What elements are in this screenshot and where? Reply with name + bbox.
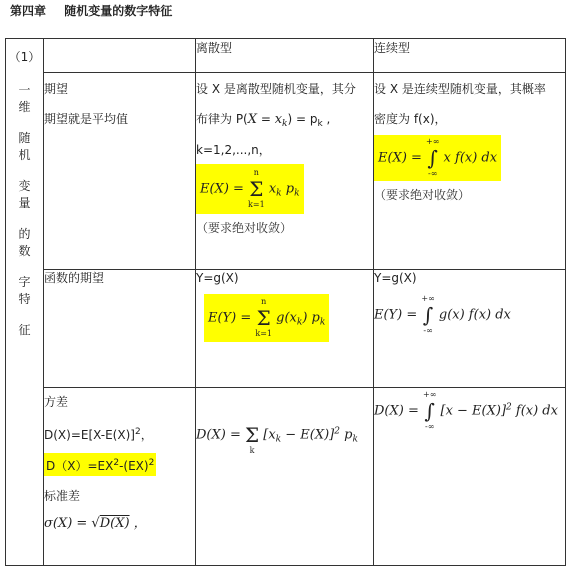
chapter-title: 随机变量的数字特征 bbox=[64, 4, 173, 18]
func-disc-formula: E(Y) = n Σ k=1 $g(x_k)$ $p_k$ bbox=[204, 294, 329, 342]
cont-desc-2: 密度为 f(x)， bbox=[374, 112, 447, 126]
section-char-6: 征 bbox=[18, 323, 41, 337]
section-char-4: 的数 bbox=[18, 227, 41, 258]
header-row bbox=[6, 39, 566, 73]
variance-label-cell bbox=[44, 388, 196, 566]
func-discrete-cell bbox=[196, 270, 374, 388]
variance-cont-formula: D(X) = +∞ ∫ -∞ $[x - E(X)]^2$ f(x) dx bbox=[374, 390, 558, 431]
variance-disc-formula: D(X) = Σ k $[x_k - E(X)]^2$ $p_k$ bbox=[196, 423, 358, 455]
chapter-label: 第四章 bbox=[10, 4, 47, 18]
cont-abs-note: （要求绝对收敛） bbox=[374, 188, 471, 202]
expectation-subtitle: 期望就是平均值 bbox=[44, 112, 129, 126]
expectation-title: 期望 bbox=[44, 82, 69, 96]
expectation-label-cell bbox=[44, 73, 196, 270]
section-char-2: 随机 bbox=[18, 131, 41, 162]
variance-discrete-cell bbox=[196, 388, 374, 566]
func-cont-formula: E(Y) = +∞ ∫ -∞ g(x) f(x) dx bbox=[374, 294, 511, 335]
disc-desc-2: 布律为 $P(X = x_k) = p_k$ , bbox=[196, 112, 331, 129]
chapter-header bbox=[10, 2, 186, 19]
function-expectation-row bbox=[6, 270, 566, 388]
std-label: 标准差 bbox=[44, 489, 81, 503]
expectation-row bbox=[6, 73, 566, 270]
header-discrete: 离散型 bbox=[196, 39, 374, 73]
variance-continuous-cell bbox=[374, 388, 566, 566]
expectation-discrete-cell bbox=[196, 73, 374, 270]
header-continuous: 连续型 bbox=[374, 39, 566, 73]
variance-def2: $D(X)=EX^2-(EX)^2$ bbox=[44, 453, 156, 476]
disc-expectation-formula: E(X) = n Σ k=1 $x_k$ $p_k$ bbox=[196, 164, 304, 214]
cont-expectation-formula: E(X) = +∞ ∫ -∞ x f(x) dx bbox=[374, 135, 501, 181]
header-empty bbox=[44, 39, 196, 73]
func-title: 函数的期望 bbox=[44, 271, 105, 285]
cont-desc-1: 设 X 是连续型随机变量，其概率 bbox=[374, 82, 546, 96]
disc-desc-1: 设 X 是离散型随机变量，其分 bbox=[196, 82, 356, 96]
section-char-1: 一维 bbox=[18, 83, 41, 114]
func-label-cell bbox=[44, 270, 196, 388]
section-label: （1） bbox=[8, 50, 41, 64]
expectation-continuous-cell bbox=[374, 73, 566, 270]
variance-def1: $D(X)=E[X-E(X)]^2$， bbox=[44, 427, 153, 442]
variance-row bbox=[6, 388, 566, 566]
func-disc-def: Y=g(X) bbox=[196, 271, 239, 285]
section-column bbox=[6, 39, 44, 566]
func-continuous-cell bbox=[374, 270, 566, 388]
section-char-3: 变量 bbox=[18, 179, 41, 210]
disc-desc-3: k=1,2,...,n， bbox=[196, 143, 271, 157]
formula-table bbox=[5, 38, 566, 566]
func-cont-def: Y=g(X) bbox=[374, 271, 417, 285]
section-char-5: 字特 bbox=[18, 275, 41, 306]
variance-title: 方差 bbox=[44, 395, 69, 409]
std-formula: σ(X) = √D(X) ， bbox=[44, 516, 147, 531]
disc-abs-note: （要求绝对收敛） bbox=[196, 221, 293, 235]
